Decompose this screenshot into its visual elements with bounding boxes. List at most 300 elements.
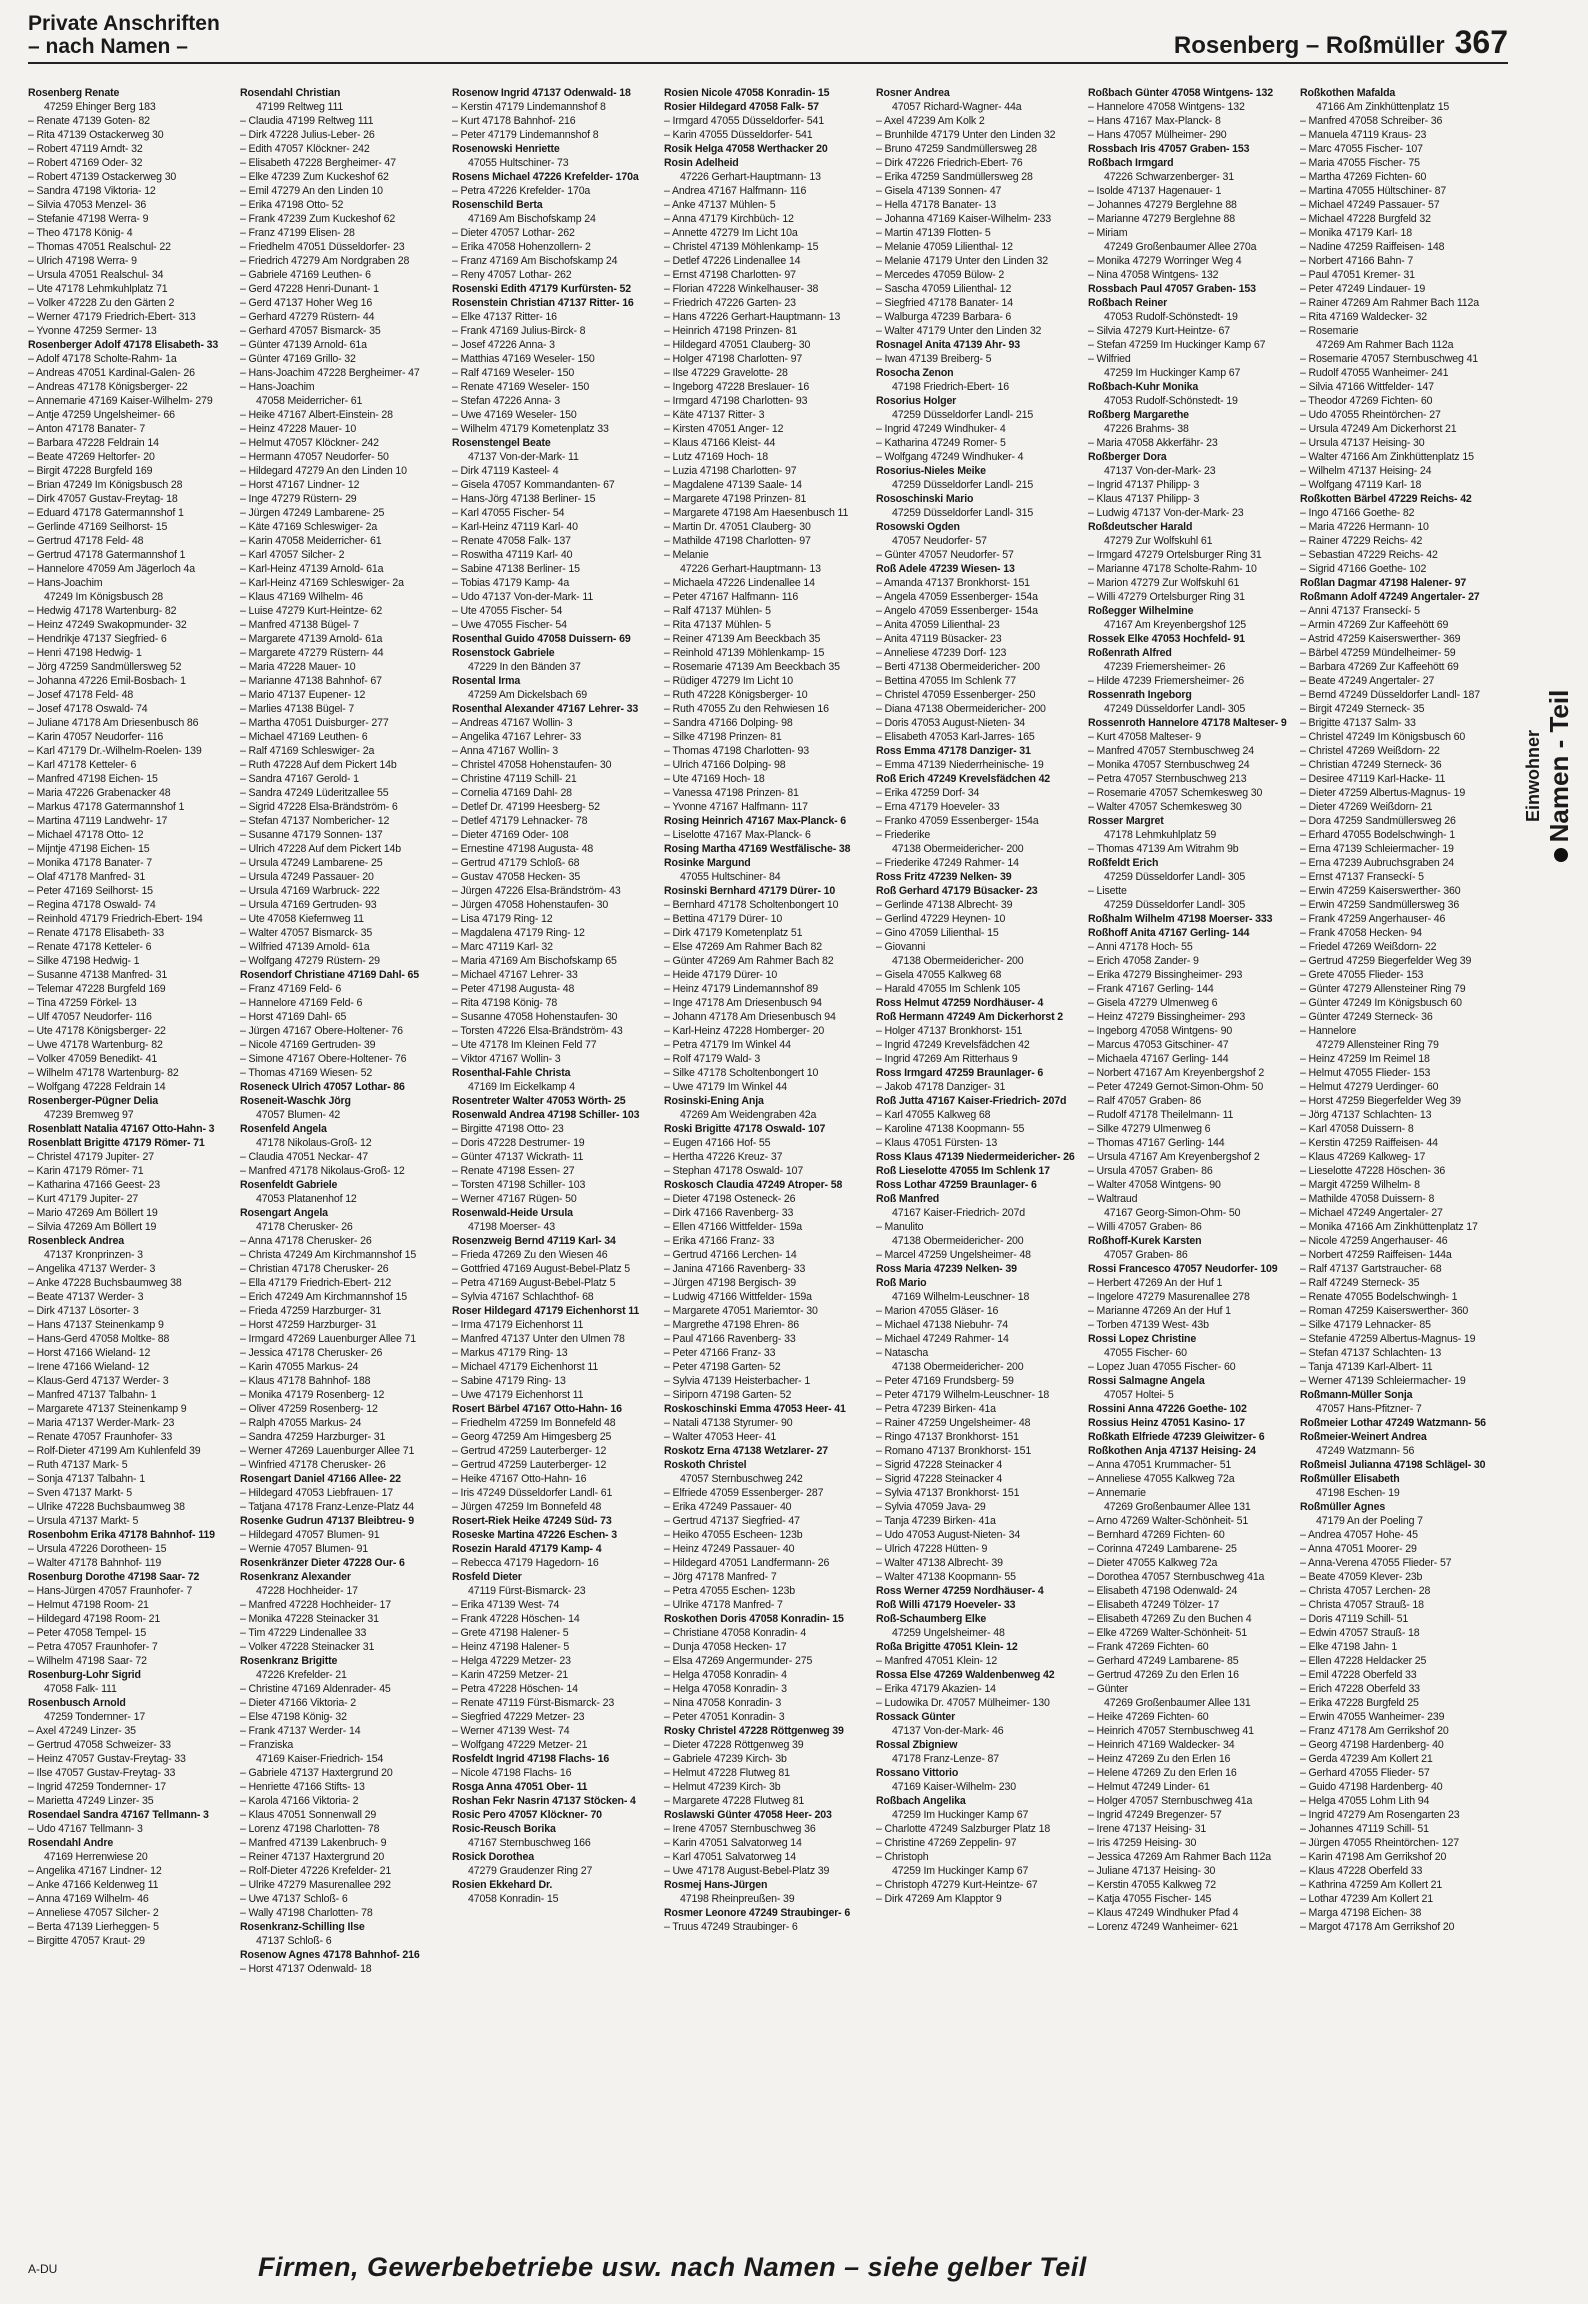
list-item: – Sandra 47259 Harzburger- 31 (240, 1431, 386, 1443)
surname-entry: Rossbach Iris 47057 Graben- 153 (1088, 143, 1250, 155)
list-item: – Norbert 47259 Raiffeisen- 144a (1300, 1249, 1452, 1261)
list-item: – Gerlind 47229 Heynen- 10 (876, 913, 1006, 925)
address-continuation: 47055 Hultschiner- 84 (680, 871, 781, 883)
address-continuation: 47226 Krefelder- 21 (256, 1669, 347, 1681)
list-item: – Peter 47249 Gernot-Simon-Ohm- 50 (1088, 1081, 1264, 1093)
list-item: – Erna 47139 Schleiermacher- 19 (1300, 843, 1454, 855)
list-item: – Lisette (1088, 885, 1127, 897)
list-item: – Yvonne 47259 Sermer- 13 (28, 325, 157, 337)
list-item: – Wernie 47057 Blumen- 91 (240, 1543, 368, 1555)
list-item: – Ilse 47057 Gustav-Freytag- 33 (28, 1767, 176, 1779)
surname-entry: Rosenschild Berta (452, 199, 543, 211)
list-item: – Christel 47058 Hohenstaufen- 30 (452, 759, 612, 771)
list-item: – Erika 47279 Bissingheimer- 293 (1088, 969, 1243, 981)
list-item: – Gerhard 47249 Lambarene- 85 (1088, 1655, 1239, 1667)
side-label-line2-text: Namen - Teil (1544, 689, 1574, 843)
list-item: – Robert 47169 Oder- 32 (28, 157, 143, 169)
list-item: – Klaus-Gerd 47137 Werder- 3 (28, 1375, 169, 1387)
list-item: – Gerhard 47055 Flieder- 57 (1300, 1767, 1430, 1779)
address-continuation: 47178 Lehmkuhlplatz 59 (1104, 829, 1217, 841)
list-item: – Friedhelm 47051 Düsseldorfer- 23 (240, 241, 405, 253)
list-item: – Petra 47226 Krefelder- 170a (452, 185, 591, 197)
address-continuation: 47167 Am Kreyenbergshof 125 (1104, 619, 1247, 631)
surname-entry: Roß Lieselotte 47055 Im Schlenk 17 (876, 1165, 1050, 1177)
list-item: – Heiko 47055 Escheen- 123b (664, 1529, 803, 1541)
list-item: – Renate 47057 Fraunhofer- 33 (28, 1431, 173, 1443)
list-item: – Yvonne 47167 Halfmann- 117 (664, 801, 808, 813)
list-item: – Magdalene 47139 Saale- 14 (664, 479, 802, 491)
list-item: – Christine 47169 Aldenrader- 45 (240, 1683, 391, 1695)
list-item: – Anna 47167 Wollin- 3 (452, 745, 559, 757)
list-item: – Heinrich 47057 Sternbuschweg 41 (1088, 1725, 1254, 1737)
list-item: – Gottfried 47169 August-Bebel-Platz 5 (452, 1263, 631, 1275)
list-item: – Manfred 47228 Hochheider- 17 (240, 1599, 391, 1611)
list-item: – Inge 47279 Rüstern- 29 (240, 493, 357, 505)
list-item: – Robert 47139 Ostackerweg 30 (28, 171, 177, 183)
list-item: – Siegfried 47178 Banater- 14 (876, 297, 1014, 309)
list-item: – Elsa 47269 Angermunder- 275 (664, 1655, 813, 1667)
surname-entry: Rosky Christel 47228 Röttgenweg 39 (664, 1725, 844, 1737)
surname-entry: Rosenthal Alexander 47167 Lehrer- 33 (452, 703, 639, 715)
list-item: – Reiner 47139 Am Beeckbach 35 (664, 633, 821, 645)
list-item: – Irmgard 47198 Charlotten- 93 (664, 395, 808, 407)
address-continuation: 47239 Friemersheimer- 26 (1104, 661, 1226, 673)
list-item: – Dirk 47269 Am Klapptor 9 (876, 1893, 1002, 1905)
list-item: – Silke 47179 Lehnacker- 85 (1300, 1319, 1431, 1331)
list-item: – Ulrich 47228 Hütten- 9 (876, 1543, 988, 1555)
list-item: – Karl 47057 Silcher- 2 (240, 549, 345, 561)
directory-column-5 (876, 86, 1076, 2240)
list-item: – Martha 47269 Fichten- 60 (1300, 171, 1427, 183)
list-item: – Tina 47259 Förkel- 13 (28, 997, 137, 1009)
surname-entry: Roß-Schaumberg Elke (876, 1613, 987, 1625)
list-item: – Christel 47269 Weißdorn- 22 (1300, 745, 1440, 757)
surname-entry: Roßbach Irmgard (1088, 157, 1174, 169)
list-item: – Christa 47249 Am Kirchmannshof 15 (240, 1249, 417, 1261)
surname-entry: Roßberg Margarethe (1088, 409, 1189, 421)
list-item: – Hans-Jürgen 47057 Fraunhofer- 7 (28, 1585, 193, 1597)
list-item: – Sylvia 47139 Heisterbacher- 1 (664, 1375, 811, 1387)
list-item: – Siriporn 47198 Garten- 52 (664, 1389, 792, 1401)
list-item: – Viktor 47167 Wollin- 3 (452, 1053, 561, 1065)
surname-entry: Rossi Salmagne Angela (1088, 1375, 1205, 1387)
list-item: – Anna 47169 Wilhelm- 46 (28, 1893, 149, 1905)
list-item: – Heinz 47179 Lindemannshof 89 (664, 983, 818, 995)
surname-entry: Ross Werner 47259 Nordhäuser- 4 (876, 1585, 1044, 1597)
surname-entry: Roßkath Elfriede 47239 Gleiwitzer- 6 (1088, 1431, 1265, 1443)
list-item: – Erich 47228 Oberfeld 33 (1300, 1683, 1420, 1695)
list-item: – Elke 47239 Zum Kuckeshof 62 (240, 171, 389, 183)
list-item: – Bernd 47249 Düsseldorfer Landl- 187 (1300, 689, 1480, 701)
list-item: – Henriette 47166 Stifts- 13 (240, 1781, 365, 1793)
list-item: – Manfred 47138 Bügel- 7 (240, 619, 359, 631)
list-item: – Monika 47179 Rosenberg- 12 (240, 1389, 385, 1401)
surname-entry: Roskosch Claudia 47249 Atroper- 58 (664, 1179, 843, 1191)
list-item: – Ludwig 47166 Wittfelder- 159a (664, 1291, 812, 1303)
list-item: – Holger 47198 Charlotten- 97 (664, 353, 803, 365)
list-item: – Heinz 47198 Halener- 5 (452, 1641, 570, 1653)
list-item: – Sylvia 47167 Schlachthof- 68 (452, 1291, 594, 1303)
surname-entry: Rosenstein Christian 47137 Ritter- 16 (452, 297, 634, 309)
surname-entry: Rossek Elke 47053 Hochfeld- 91 (1088, 633, 1245, 645)
surname-entry: Roßmeier-Weinert Andrea (1300, 1431, 1427, 1443)
list-item: – Maria 47169 Am Bischofskamp 65 (452, 955, 617, 967)
list-item: – Mario 47137 Eupener- 12 (240, 689, 366, 701)
list-item: – Ute 47178 Königsberger- 22 (28, 1025, 166, 1037)
list-item: – Erika 47228 Burgfeld 25 (1300, 1697, 1419, 1709)
list-item: – Reinhold 47139 Möhlenkamp- 15 (664, 647, 825, 659)
list-item: – Grete 47055 Flieder- 153 (1300, 969, 1424, 981)
address-continuation: 47198 Rheinpreußen- 39 (680, 1893, 795, 1905)
list-item: – Rita 47137 Mühlen- 5 (664, 619, 771, 631)
list-item: – Elisabeth 47228 Bergheimer- 47 (240, 157, 396, 169)
list-item: – Sascha 47059 Lilienthal- 12 (876, 283, 1012, 295)
list-item: – Diana 47138 Obermeidericher- 200 (876, 703, 1046, 715)
list-item: – Peter 47179 Wilhelm-Leuschner- 18 (876, 1389, 1050, 1401)
list-item: – Ernst 47137 Franseckí- 5 (1300, 871, 1424, 883)
list-item: – Christa 47057 Lerchen- 28 (1300, 1585, 1431, 1597)
list-item: – Sebastian 47229 Reichs- 42 (1300, 549, 1438, 561)
address-continuation: 47057 Hans-Pfitzner- 7 (1316, 1403, 1422, 1415)
list-item: – Günter 47169 Grillo- 32 (240, 353, 356, 365)
list-item: – Claudia 47051 Neckar- 47 (240, 1151, 369, 1163)
list-item: – Winfried 47178 Cherusker- 26 (240, 1459, 386, 1471)
list-item: – Dirk 47137 Lösorter- 3 (28, 1305, 139, 1317)
address-continuation: 47137 Von-der-Mark- 23 (1104, 465, 1216, 477)
list-item: – Walter 47178 Bahnhof- 119 (28, 1557, 162, 1569)
list-item: – Ingo 47166 Goethe- 82 (1300, 507, 1415, 519)
list-item: – Dieter 47166 Viktoria- 2 (240, 1697, 357, 1709)
list-item: – Margot 47178 Am Gerrikshof 20 (1300, 1921, 1455, 1933)
list-item: – Ingrid 47137 Philipp- 3 (1088, 479, 1200, 491)
list-item: – Manfred 47137 Unter den Ulmen 78 (452, 1333, 625, 1345)
list-item: – Manfred 47137 Talbahn- 1 (28, 1389, 157, 1401)
list-item: – Norbert 47167 Am Kreyenbergshof 2 (1088, 1067, 1265, 1079)
list-item: – Frank 47228 Höschen- 14 (452, 1613, 580, 1625)
list-item: – Klaus 47249 Windhuker Pfad 4 (1088, 1907, 1239, 1919)
list-item: – Anke 47137 Mühlen- 5 (664, 199, 776, 211)
list-item: – Ursula 47051 Realschul- 34 (28, 269, 164, 281)
list-item: – Renate 47198 Essen- 27 (452, 1165, 575, 1177)
list-item: – Horst 47167 Lindner- 12 (240, 479, 360, 491)
list-item: – Brigitte 47137 Salm- 33 (1300, 717, 1416, 729)
list-item: – Helmut 47228 Flutweg 81 (664, 1767, 790, 1779)
list-item: – Paul 47051 Kremer- 31 (1300, 269, 1415, 281)
surname-entry: Rosnagel Anita 47139 Ahr- 93 (876, 339, 1020, 351)
list-item: – Dirk 47179 Kometenplatz 51 (664, 927, 803, 939)
surname-entry: Rosinski-Ening Anja (664, 1095, 764, 1107)
list-item: – Michael 47169 Leuthen- 6 (240, 731, 368, 743)
list-item: – Astrid 47259 Kaiserswerther- 369 (1300, 633, 1461, 645)
surname-entry: Rosinke Margund (664, 857, 751, 869)
address-continuation: 47058 Meiderricher- 61 (256, 395, 363, 407)
list-item: – Natascha (876, 1347, 929, 1359)
list-item: – Marc 47055 Fischer- 107 (1300, 143, 1423, 155)
list-item: – Werner 47179 Friedrich-Ebert- 313 (28, 311, 196, 323)
list-item: – Margarete 47051 Mariemtor- 30 (664, 1305, 818, 1317)
directory-column-4 (664, 86, 864, 2240)
surname-entry: Rosinski Bernhard 47179 Dürer- 10 (664, 885, 836, 897)
list-item: – Uwe 47055 Fischer- 54 (452, 619, 567, 631)
list-item: – Marietta 47249 Linzer- 35 (28, 1795, 154, 1807)
list-item: – Erwin 47259 Sandmüllersweg 36 (1300, 899, 1460, 911)
list-item: – Ralf 47137 Gartstraucher- 68 (1300, 1263, 1442, 1275)
list-item: – Bettina 47179 Dürer- 10 (664, 913, 783, 925)
list-item: – Marcus 47053 Gitschiner- 47 (1088, 1039, 1229, 1051)
list-item: – Gisela 47139 Sonnen- 47 (876, 185, 1002, 197)
list-item: – Ludowika Dr. 47057 Mülheimer- 130 (876, 1697, 1050, 1709)
list-item: – Susanne 47138 Manfred- 31 (28, 969, 168, 981)
list-item: – Cornelia 47169 Dahl- 28 (452, 787, 572, 799)
list-item: – Peter 47169 Seilhorst- 15 (28, 885, 153, 897)
surname-entry: Rossal Zbigniew (876, 1739, 958, 1751)
list-item: – Ralf 47249 Sterneck- 35 (1300, 1277, 1420, 1289)
surname-entry: Rosezin Harald 47179 Kamp- 4 (452, 1543, 602, 1555)
list-item: – Franz 47178 Am Gerrikshof 20 (1300, 1725, 1449, 1737)
list-item: – Angela 47059 Essenberger- 154a (876, 591, 1038, 603)
list-item: – Hella 47178 Banater- 13 (876, 199, 996, 211)
list-item: – Monika 47179 Karl- 18 (1300, 227, 1412, 239)
list-item: – Gertrud 47137 Siegfried- 47 (664, 1515, 800, 1527)
list-item: – Maria 47055 Fischer- 75 (1300, 157, 1420, 169)
address-continuation: 47239 Bremweg 97 (44, 1109, 134, 1121)
surname-entry: Roseneck Ulrich 47057 Lothar- 86 (240, 1081, 405, 1093)
directory-column-2 (240, 86, 440, 2240)
list-item: – Lorenz 47198 Charlotten- 78 (240, 1823, 380, 1835)
list-item: – Theodor 47269 Fichten- 60 (1300, 395, 1433, 407)
list-item: – Berti 47138 Obermeidericher- 200 (876, 661, 1040, 673)
surname-entry: Roßdeutscher Harald (1088, 521, 1193, 533)
list-item: – Manuela 47119 Kraus- 23 (1300, 129, 1427, 141)
list-item: – Heinz 47249 Swakopmunder- 32 (28, 619, 187, 631)
list-item: – Anna 47051 Krummacher- 51 (1088, 1459, 1232, 1471)
list-item: – Stefan 47137 Schlachten- 13 (1300, 1347, 1442, 1359)
list-item: – Rebecca 47179 Hagedorn- 16 (452, 1557, 599, 1569)
list-item: – Hans-Jörg 47138 Berliner- 15 (452, 493, 596, 505)
surname-entry: Rosenkranz-Schilling Ilse (240, 1921, 365, 1933)
list-item: – Hermann 47057 Neudorfer- 50 (240, 451, 389, 463)
list-item: – Georg 47198 Hardenberg- 40 (1300, 1739, 1444, 1751)
list-item: – Harald 47055 Im Schlenk 105 (876, 983, 1021, 995)
list-item: – Jörg 47137 Schlachten- 13 (1300, 1109, 1432, 1121)
list-item: – Kathrina 47259 Am Kollert 21 (1300, 1879, 1443, 1891)
list-item: – Petra 47055 Eschen- 123b (664, 1585, 795, 1597)
list-item: – Lisa 47179 Ring- 12 (452, 913, 553, 925)
list-item: – Herbert 47269 An der Huf 1 (1088, 1277, 1223, 1289)
surname-entry: Rosenbusch Arnold (28, 1697, 126, 1709)
list-item: – Ursula 47169 Warbruck- 222 (240, 885, 380, 897)
list-item: – Angelo 47059 Essenberger- 154a (876, 605, 1038, 617)
list-item: – Jessica 47269 Am Rahmer Bach 112a (1088, 1851, 1271, 1863)
list-item: – Jürgen 47055 Rheintörchen- 127 (1300, 1837, 1459, 1849)
list-item: – Hertha 47226 Kreuz- 37 (664, 1151, 783, 1163)
list-item: – Dirk 47166 Ravenberg- 33 (664, 1207, 794, 1219)
list-item: – Ute 47055 Fischer- 54 (452, 605, 563, 617)
list-item: – Matthias 47169 Weseler- 150 (452, 353, 595, 365)
list-item: – Beate 47137 Werder- 3 (28, 1291, 144, 1303)
list-item: – Irmgard 47055 Düsseldorfer- 541 (664, 115, 824, 127)
address-continuation: 47167 Sternbuschweg 166 (468, 1837, 591, 1849)
list-item: – Hannelore (1300, 1025, 1357, 1037)
list-item: – Detlef 47226 Lindenallee 14 (664, 255, 801, 267)
surname-entry: Rosocha Zenon (876, 367, 954, 379)
list-item: – Michael 47138 Niebuhr- 74 (876, 1319, 1008, 1331)
surname-entry: Rosorius-Nieles Meike (876, 465, 986, 477)
list-item: – Wally 47198 Charlotten- 78 (240, 1907, 373, 1919)
surname-entry: Rosfeldt Ingrid 47198 Flachs- 16 (452, 1753, 610, 1765)
list-item: – Peter 47166 Franz- 33 (664, 1347, 776, 1359)
list-item: – Ingrid 47259 Tondernner- 17 (28, 1781, 166, 1793)
list-item: – Karl-Heinz 47169 Schleswiger- 2a (240, 577, 404, 589)
list-item: – Frieda 47269 Zu den Wiesen 46 (452, 1249, 608, 1261)
list-item: – Wilhelm 47178 Wartenburg- 82 (28, 1067, 179, 1079)
list-item: – Anna 47178 Cherusker- 26 (240, 1235, 372, 1247)
list-item: – Dunja 47058 Hecken- 17 (664, 1641, 787, 1653)
list-item: – Helga 47229 Metzer- 23 (452, 1655, 571, 1667)
surname-entry: Rosenwald Andrea 47198 Schiller- 103 (452, 1109, 640, 1121)
list-item: – Beate 47249 Angertaler- 27 (1300, 675, 1435, 687)
list-item: – Michael 47167 Lehrer- 33 (452, 969, 578, 981)
directory-columns (28, 86, 1508, 2240)
list-item: – Barbara 47228 Feldrain 14 (28, 437, 159, 449)
list-item: – Eugen 47166 Hof- 55 (664, 1137, 771, 1149)
list-item: – Sandra 47198 Viktoria- 12 (28, 185, 156, 197)
list-item: – Margrethe 47198 Ehren- 86 (664, 1319, 799, 1331)
side-label-line2 (1544, 631, 1575, 921)
list-item: – Manfred 47198 Eichen- 15 (28, 773, 158, 785)
list-item: – Peter 47198 Garten- 52 (664, 1361, 781, 1373)
list-item: – Michael 47228 Burgfeld 32 (1300, 213, 1431, 225)
list-item: – Rolf 47179 Wald- 3 (664, 1053, 761, 1065)
surname-entry: Roßa Brigitte 47051 Klein- 12 (876, 1641, 1018, 1653)
list-item: – Rudolf 47178 Theilelmann- 11 (1088, 1109, 1234, 1121)
list-item: – Gabriele 47239 Kirch- 3b (664, 1753, 787, 1765)
list-item: – Barbara 47269 Zur Kaffeehött 69 (1300, 661, 1459, 673)
address-continuation: 47259 Düsseldorfer Landl- 305 (1104, 899, 1246, 911)
address-continuation: 47279 Zur Wolfskuhl 61 (1104, 535, 1213, 547)
list-item: – Gertrud 47178 Gatermannshof 1 (28, 549, 186, 561)
list-item: – Claudia 47199 Reltweg 111 (240, 115, 374, 127)
list-item: – Gerd 47228 Henri-Dunant- 1 (240, 283, 379, 295)
surname-entry: Rososchinski Mario (876, 493, 974, 505)
list-item: – Roman 47259 Kaiserswerther- 360 (1300, 1305, 1469, 1317)
surname-entry: Roßkothen Anja 47137 Heising- 24 (1088, 1445, 1256, 1457)
page-footer (28, 2252, 1508, 2292)
list-item: – Werner 47167 Rügen- 50 (452, 1193, 577, 1205)
list-item: – Ulrike 47178 Manfred- 7 (664, 1599, 783, 1611)
list-item: – Irmgard 47279 Ortelsburger Ring 31 (1088, 549, 1262, 561)
list-item: – Gerhard 47279 Rüstern- 44 (240, 311, 375, 323)
list-item: – Bruno 47259 Sandmüllersweg 28 (876, 143, 1037, 155)
list-item: – Wolfgang 47229 Metzer- 21 (452, 1739, 588, 1751)
list-item: – Ingrid 47249 Krevelsfädchen 42 (876, 1039, 1030, 1051)
name-range-heading (1174, 24, 1508, 61)
list-item: – Martin Dr. 47051 Clauberg- 30 (664, 521, 811, 533)
list-item: – Ingrid 47249 Windhuker- 4 (876, 423, 1006, 435)
list-item: – Johannes 47279 Berglehne 88 (1088, 199, 1237, 211)
list-item: – Friedhelm 47259 Im Bonnefeld 48 (452, 1417, 616, 1429)
list-item: – Thomas 47051 Realschul- 22 (28, 241, 171, 253)
list-item: – Manfred 47057 Sternbuschweg 24 (1088, 745, 1254, 757)
list-item: – Christine 47269 Zeppelin- 97 (876, 1837, 1017, 1849)
list-item: – Ursula 47057 Graben- 86 (1088, 1165, 1213, 1177)
list-item: – Karin 47055 Düsseldorfer- 541 (664, 129, 813, 141)
surname-entry: Rosert Bärbel 47167 Otto-Hahn- 16 (452, 1403, 622, 1415)
list-item: – Klaus 47166 Kleist- 44 (664, 437, 776, 449)
list-item: – Bärbel 47259 Mündelheimer- 59 (1300, 647, 1456, 659)
list-item: – Nina 47058 Wintgens- 132 (1088, 269, 1219, 281)
list-item: – Paul 47166 Ravenberg- 33 (664, 1333, 796, 1345)
list-item: – Thomas 47139 Am Witrahm 9b (1088, 843, 1239, 855)
list-item: – Simone 47167 Obere-Holtener- 76 (240, 1053, 407, 1065)
address-continuation: 47269 Großenbaumer Allee 131 (1104, 1697, 1251, 1709)
list-item: – Andreas 47167 Wollin- 3 (452, 717, 573, 729)
list-item: – Sylvia 47059 Java- 29 (876, 1501, 986, 1513)
list-item: – Christian 47249 Sterneck- 36 (1300, 759, 1442, 771)
list-item: – Hildegard 47279 An den Linden 10 (240, 465, 407, 477)
surname-entry: Roß Hermann 47249 Am Dickerhorst 2 (876, 1011, 1064, 1023)
address-continuation: 47053 Platanenhof 12 (256, 1193, 357, 1205)
list-item: – Axel 47249 Linzer- 35 (28, 1725, 136, 1737)
list-item: – Charlotte 47249 Salzburger Platz 18 (876, 1823, 1051, 1835)
list-item: – Reinhold 47179 Friedrich-Ebert- 194 (28, 913, 203, 925)
list-item: – Marga 47198 Eichen- 38 (1300, 1907, 1422, 1919)
list-item: – Renate 47055 Bodelschwingh- 1 (1300, 1291, 1458, 1303)
list-item: – Erich 47249 Am Kirchmannshof 15 (240, 1291, 408, 1303)
list-item: – Anneliese 47057 Silcher- 2 (28, 1907, 159, 1919)
list-item: – Theo 47178 König- 4 (28, 227, 133, 239)
list-item: – Sigrid 47228 Elsa-Brändström- 6 (240, 801, 398, 813)
surname-entry: Roskothen Doris 47058 Konradin- 15 (664, 1613, 844, 1625)
list-item: – Dieter 47055 Kalkweg 72a (1088, 1557, 1218, 1569)
address-continuation: 47167 Georg-Simon-Ohm- 50 (1104, 1207, 1241, 1219)
surname-entry: Rosing Martha 47169 Westfälische- 38 (664, 843, 851, 855)
surname-entry: Rosenthal Guido 47058 Duissern- 69 (452, 633, 631, 645)
address-continuation: 47249 Großenbaumer Allee 270a (1104, 241, 1257, 253)
list-item: – Gertrud 47178 Feld- 48 (28, 535, 144, 547)
list-item: – Johanna 47169 Kaiser-Wilhelm- 233 (876, 213, 1051, 225)
list-item: – Desiree 47119 Karl-Hacke- 11 (1300, 773, 1446, 785)
list-item: – Nicole 47198 Flachs- 16 (452, 1767, 572, 1779)
surname-entry: Roßberger Dora (1088, 451, 1167, 463)
list-item: – Uwe 47178 Wartenburg- 82 (28, 1039, 163, 1051)
list-item: – Nicole 47169 Gertruden- 39 (240, 1039, 376, 1051)
list-item: – Frank 47259 Angerhauser- 46 (1300, 913, 1446, 925)
list-item: – Karl 47051 Salvatorweg 14 (664, 1851, 796, 1863)
list-item: – Marlies 47138 Bügel- 7 (240, 703, 355, 715)
list-item: – Ursula 47137 Markt- 5 (28, 1515, 139, 1527)
list-item: – Irmgard 47269 Lauenburger Allee 71 (240, 1333, 417, 1345)
list-item: – Volker 47228 Steinacker 31 (240, 1641, 375, 1653)
surname-entry: Rosick Dorothea (452, 1851, 534, 1863)
list-item: – Ingrid 47279 Am Rosengarten 23 (1300, 1809, 1460, 1821)
list-item: – Ralph 47055 Markus- 24 (240, 1417, 362, 1429)
list-item: – Johanna 47226 Emil-Bosbach- 1 (28, 675, 186, 687)
surname-entry: Roßlan Dagmar 47198 Halener- 97 (1300, 577, 1467, 589)
list-item: – Erika 47166 Franz- 33 (664, 1235, 775, 1247)
list-item: – Rolf-Dieter 47226 Krefelder- 21 (240, 1865, 392, 1877)
address-continuation: 47259 Im Huckinger Kamp 67 (892, 1809, 1029, 1821)
list-item: – Gertrud 47058 Schweizer- 33 (28, 1739, 171, 1751)
surname-entry: Rosik Helga 47058 Werthacker 20 (664, 143, 828, 155)
list-item: – Hildegard 47051 Clauberg- 30 (664, 339, 811, 351)
list-item: – Beate 47059 Klever- 23b (1300, 1571, 1423, 1583)
list-item: – Edith 47057 Klöckner- 242 (240, 143, 370, 155)
list-item: – Armin 47269 Zur Kaffeehött 69 (1300, 619, 1449, 631)
list-item: – Birgitte 47057 Kraut- 29 (28, 1935, 145, 1947)
list-item: – Angelika 47167 Lindner- 12 (28, 1865, 162, 1877)
list-item: – Wilfried (1088, 353, 1131, 365)
